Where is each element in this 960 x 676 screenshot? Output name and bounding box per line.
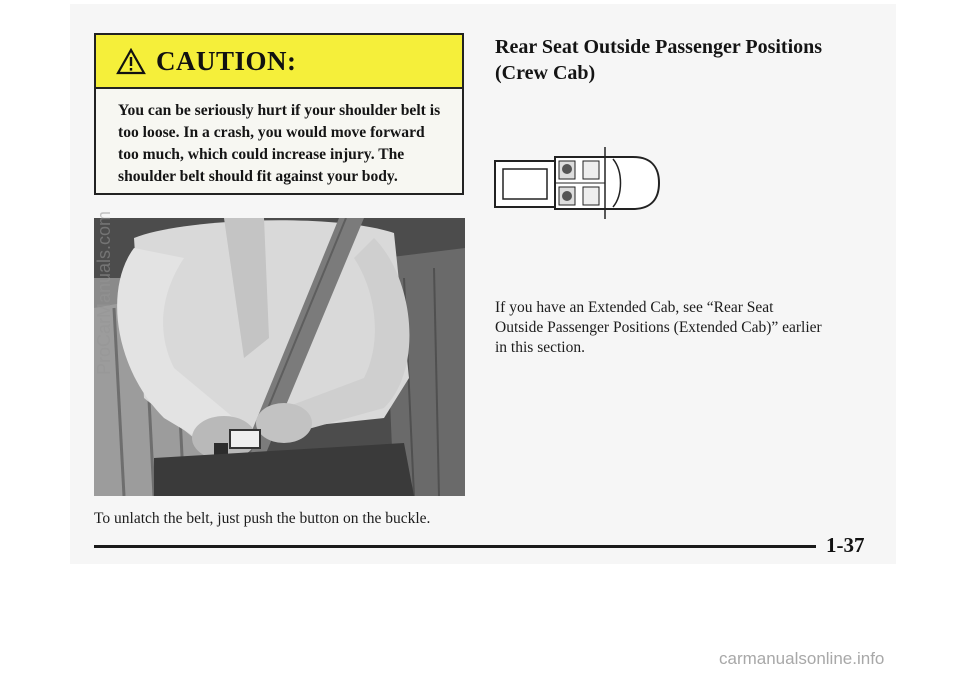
footer-rule: [94, 545, 816, 548]
section-heading-line1: Rear Seat Outside Passenger Positions: [495, 36, 823, 58]
caution-title: CAUTION:: [156, 45, 297, 76]
side-watermark: ProCarManuals.com: [94, 210, 114, 375]
bottom-watermark[interactable]: carmanualsonline.info: [719, 649, 885, 668]
warning-triangle-icon: [116, 48, 146, 75]
extended-cab-note: If you have an Extended Cab, see “Rear Seat Outside Passenger Positions (Extended Cab)” earlier in this section.: [495, 299, 822, 356]
caution-box: [94, 33, 464, 195]
caution-text: You can be seriously hurt if your shoulder belt is too loose. In a crash, you would move forward too much, which could increase injury. The shoulder belt should fit against your body.: [118, 102, 441, 185]
caution-header: [96, 35, 462, 89]
photo-caption: To unlatch the belt, just push the button on the buckle.: [94, 510, 431, 527]
crew-cab-seating-diagram: [493, 147, 665, 219]
seat-belt-photo: [94, 218, 465, 496]
section-heading-line2: (Crew Cab): [495, 62, 596, 84]
seat-belt-illustration: [94, 218, 465, 496]
page-number: 1-37: [826, 533, 865, 557]
section-heading: [495, 34, 855, 86]
